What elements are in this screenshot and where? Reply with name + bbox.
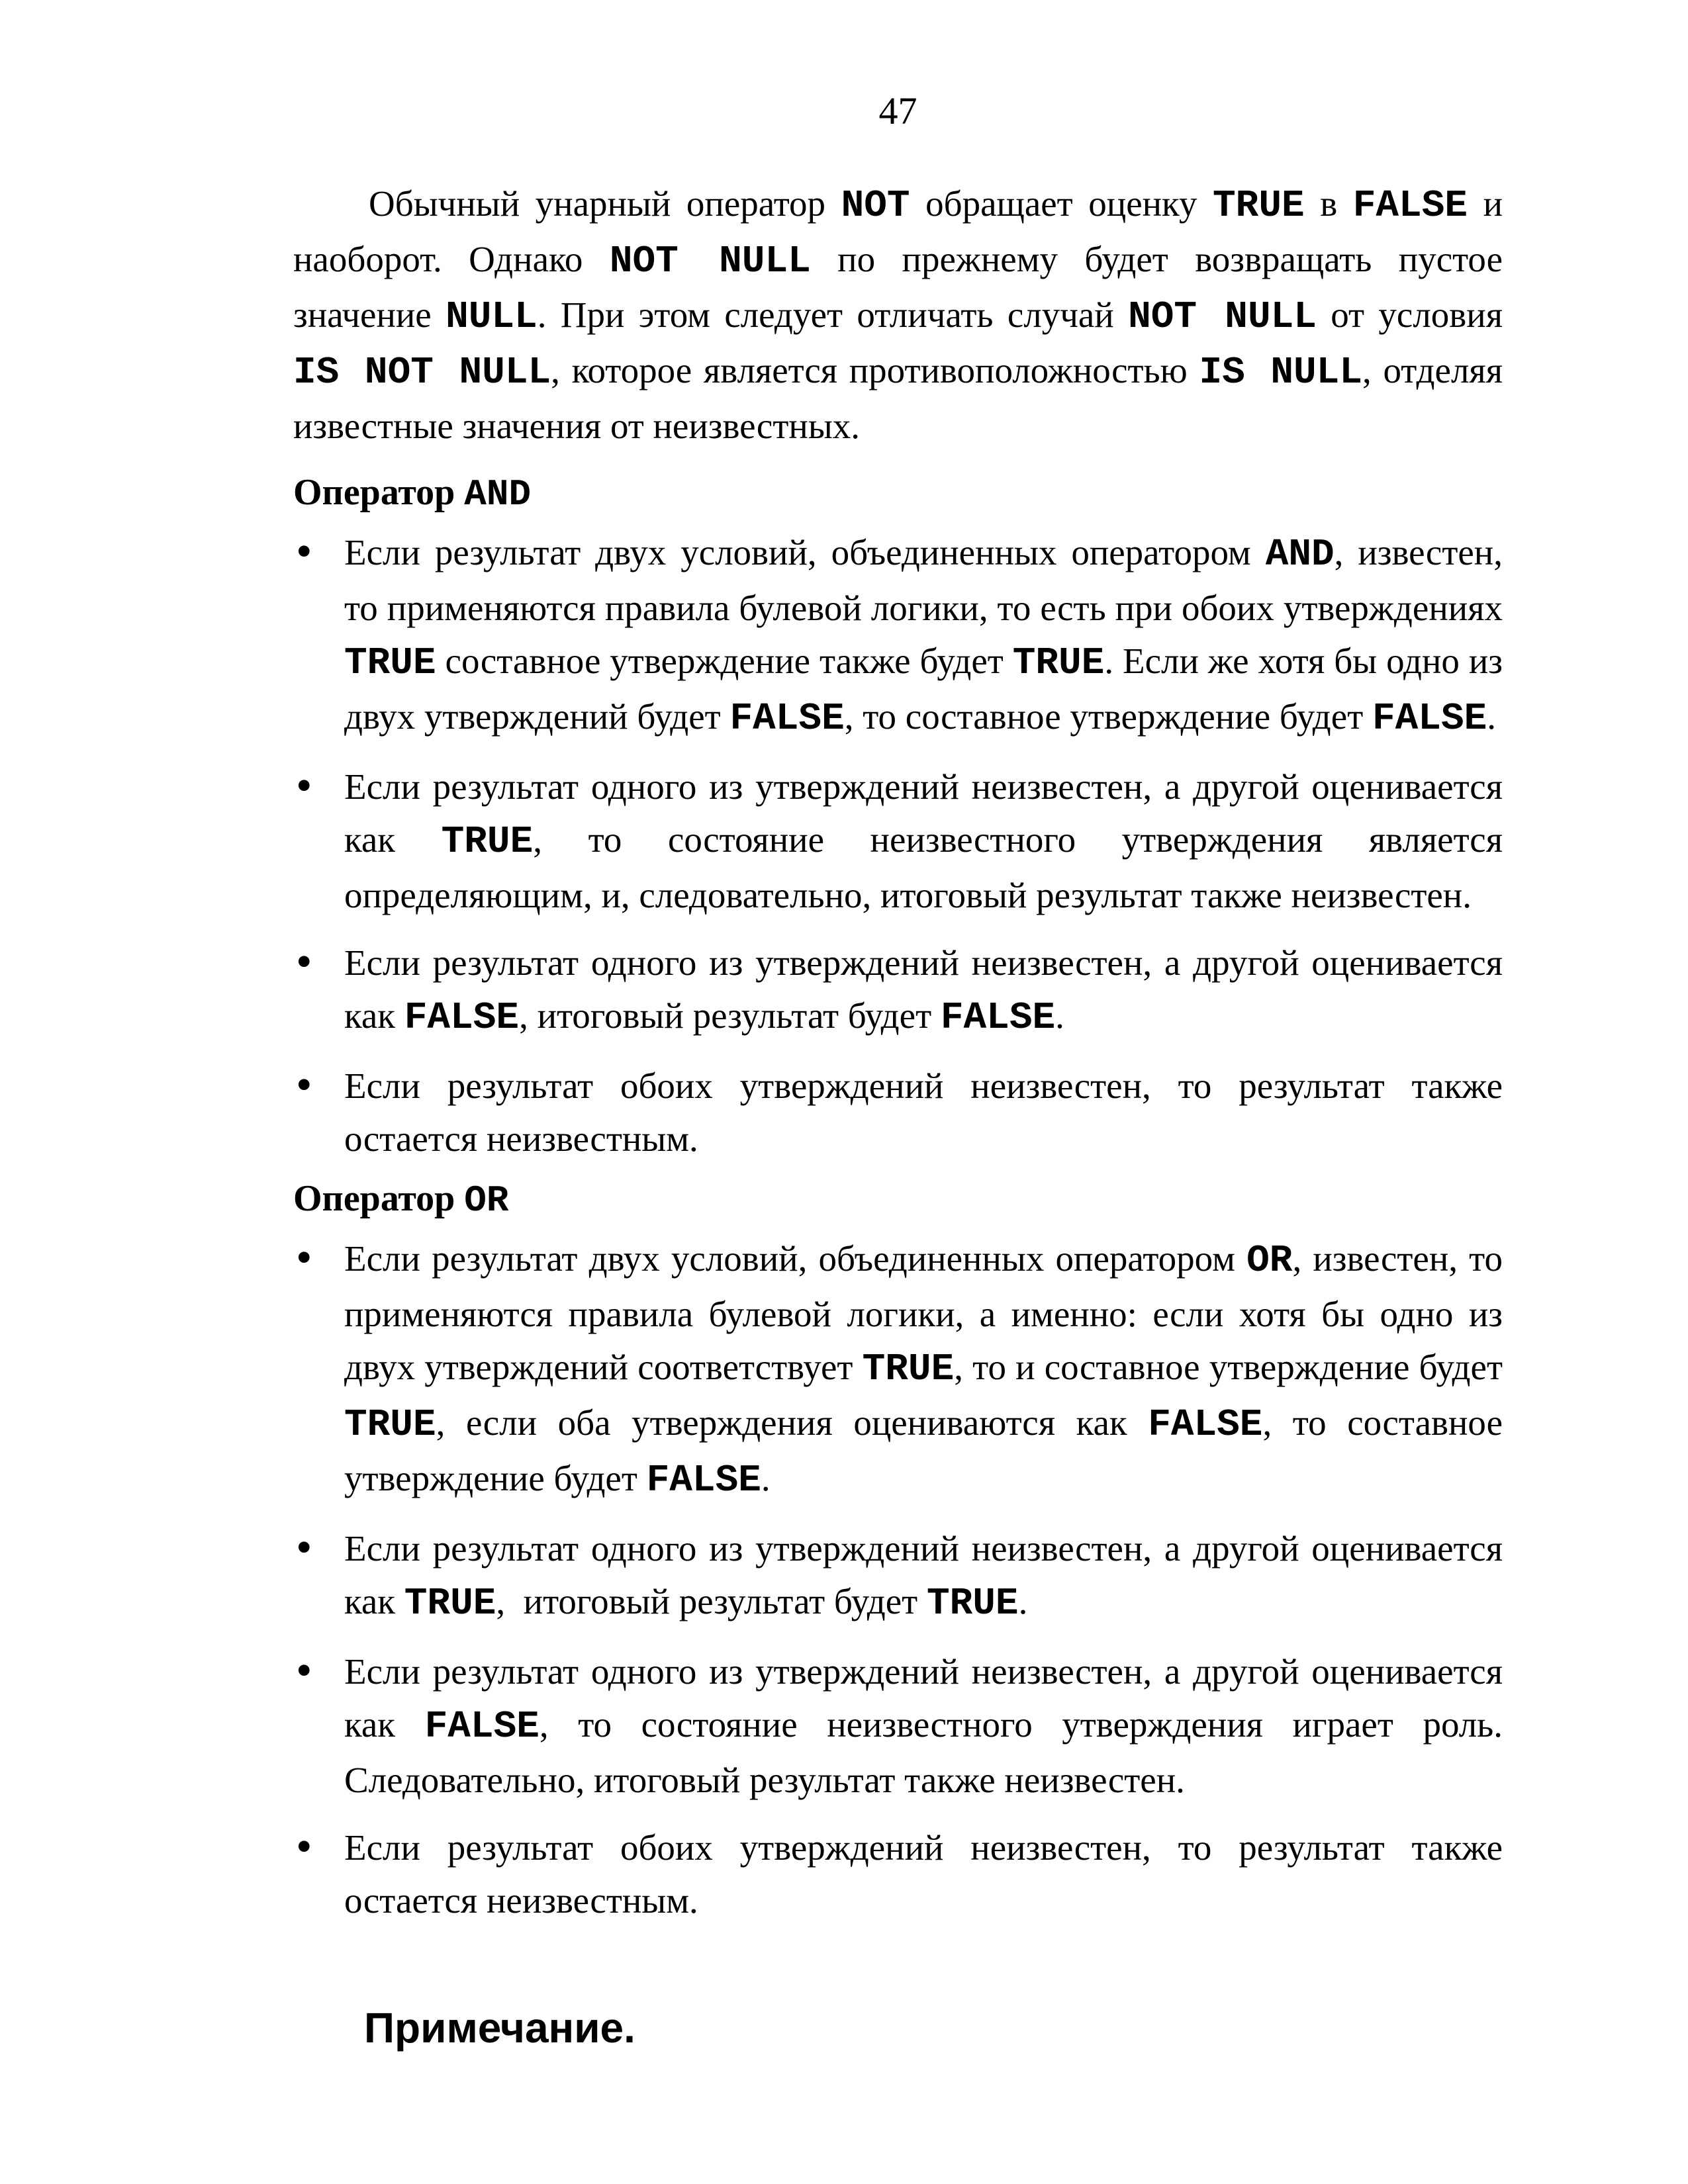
list-item-text: Если результат двух условий, объединенных оператором OR, известен, то применяются правила булевой логики, а именно: если хотя бы одно из двух утверждений соответствует TRUE, то и составное утверждение будет TRUE, если оба утверждения оцениваются как FALSE, то составное утверждение будет FALSE. — [344, 1238, 1503, 1502]
bullet-list-and — [293, 526, 1503, 1165]
list-item — [293, 1060, 1503, 1165]
intro-paragraph: Обычный унарный оператор NOT обращает оценку TRUE в FALSE и наоборот. Однако NOT NULL по прежнему будет возвращать пустое значение NULL. При этом следует отличать случай NOT NULL от условия IS NOT NULL, которое является противоположностью IS NULL, отделяя известные значения от неизвестных. — [293, 183, 1503, 446]
list-item-text: Если результат одного из утверждений неизвестен, а другой оценивается как TRUE, то состояние неизвестного утверждения является определяющим, и, следовательно, итоговый результат также неизвестен. — [344, 766, 1503, 915]
page-content — [293, 177, 1503, 2054]
section-heading-and: Оператор AND — [293, 472, 532, 516]
list-item-text: Если результат одного из утверждений неизвестен, а другой оценивается как TRUE, итоговый результат будет TRUE. — [344, 1528, 1503, 1625]
bullet-icon: • — [296, 1232, 312, 1283]
list-item-text: Если результат одного из утверждений неизвестен, а другой оценивается как FALSE, итоговый результат будет FALSE. — [344, 942, 1503, 1040]
bullet-icon: • — [296, 1645, 312, 1696]
list-item-text: Если результат одного из утверждений неизвестен, а другой оценивается как FALSE, то состояние неизвестного утверждения играет роль. Следовательно, итоговый результат также неизвестен. — [344, 1651, 1503, 1800]
section-operator-and — [293, 466, 1503, 1165]
list-item — [293, 1232, 1503, 1508]
bullet-icon: • — [296, 760, 312, 811]
bullet-icon: • — [296, 1060, 312, 1111]
bullet-icon: • — [296, 936, 312, 987]
list-item — [293, 936, 1503, 1045]
list-item — [293, 1645, 1503, 1807]
list-item-text: Если результат обоих утверждений неизвестен, то результат также остается неизвестным. — [344, 1066, 1503, 1159]
list-item — [293, 1522, 1503, 1631]
page-number: 47 — [878, 89, 917, 132]
section-heading-or: Оператор OR — [293, 1178, 509, 1222]
list-item-text: Если результат двух условий, объединенных оператором AND, известен, то применяются правила булевой логики, то есть при обоих утверждениях TRUE составное утверждение также будет TRUE. Если же хотя бы одно из двух утверждений будет FALSE, то составное утверждение будет FALSE. — [344, 532, 1503, 741]
bullet-icon: • — [296, 1821, 312, 1872]
list-item — [293, 760, 1503, 922]
bullet-icon: • — [296, 526, 312, 577]
note-heading: Примечание. — [364, 2004, 635, 2052]
list-item — [293, 1821, 1503, 1927]
bullet-list-or — [293, 1232, 1503, 1927]
section-operator-or — [293, 1172, 1503, 1927]
list-item — [293, 526, 1503, 746]
bullet-icon: • — [296, 1522, 312, 1573]
list-item-text: Если результат обоих утверждений неизвестен, то результат также остается неизвестным. — [344, 1827, 1503, 1921]
